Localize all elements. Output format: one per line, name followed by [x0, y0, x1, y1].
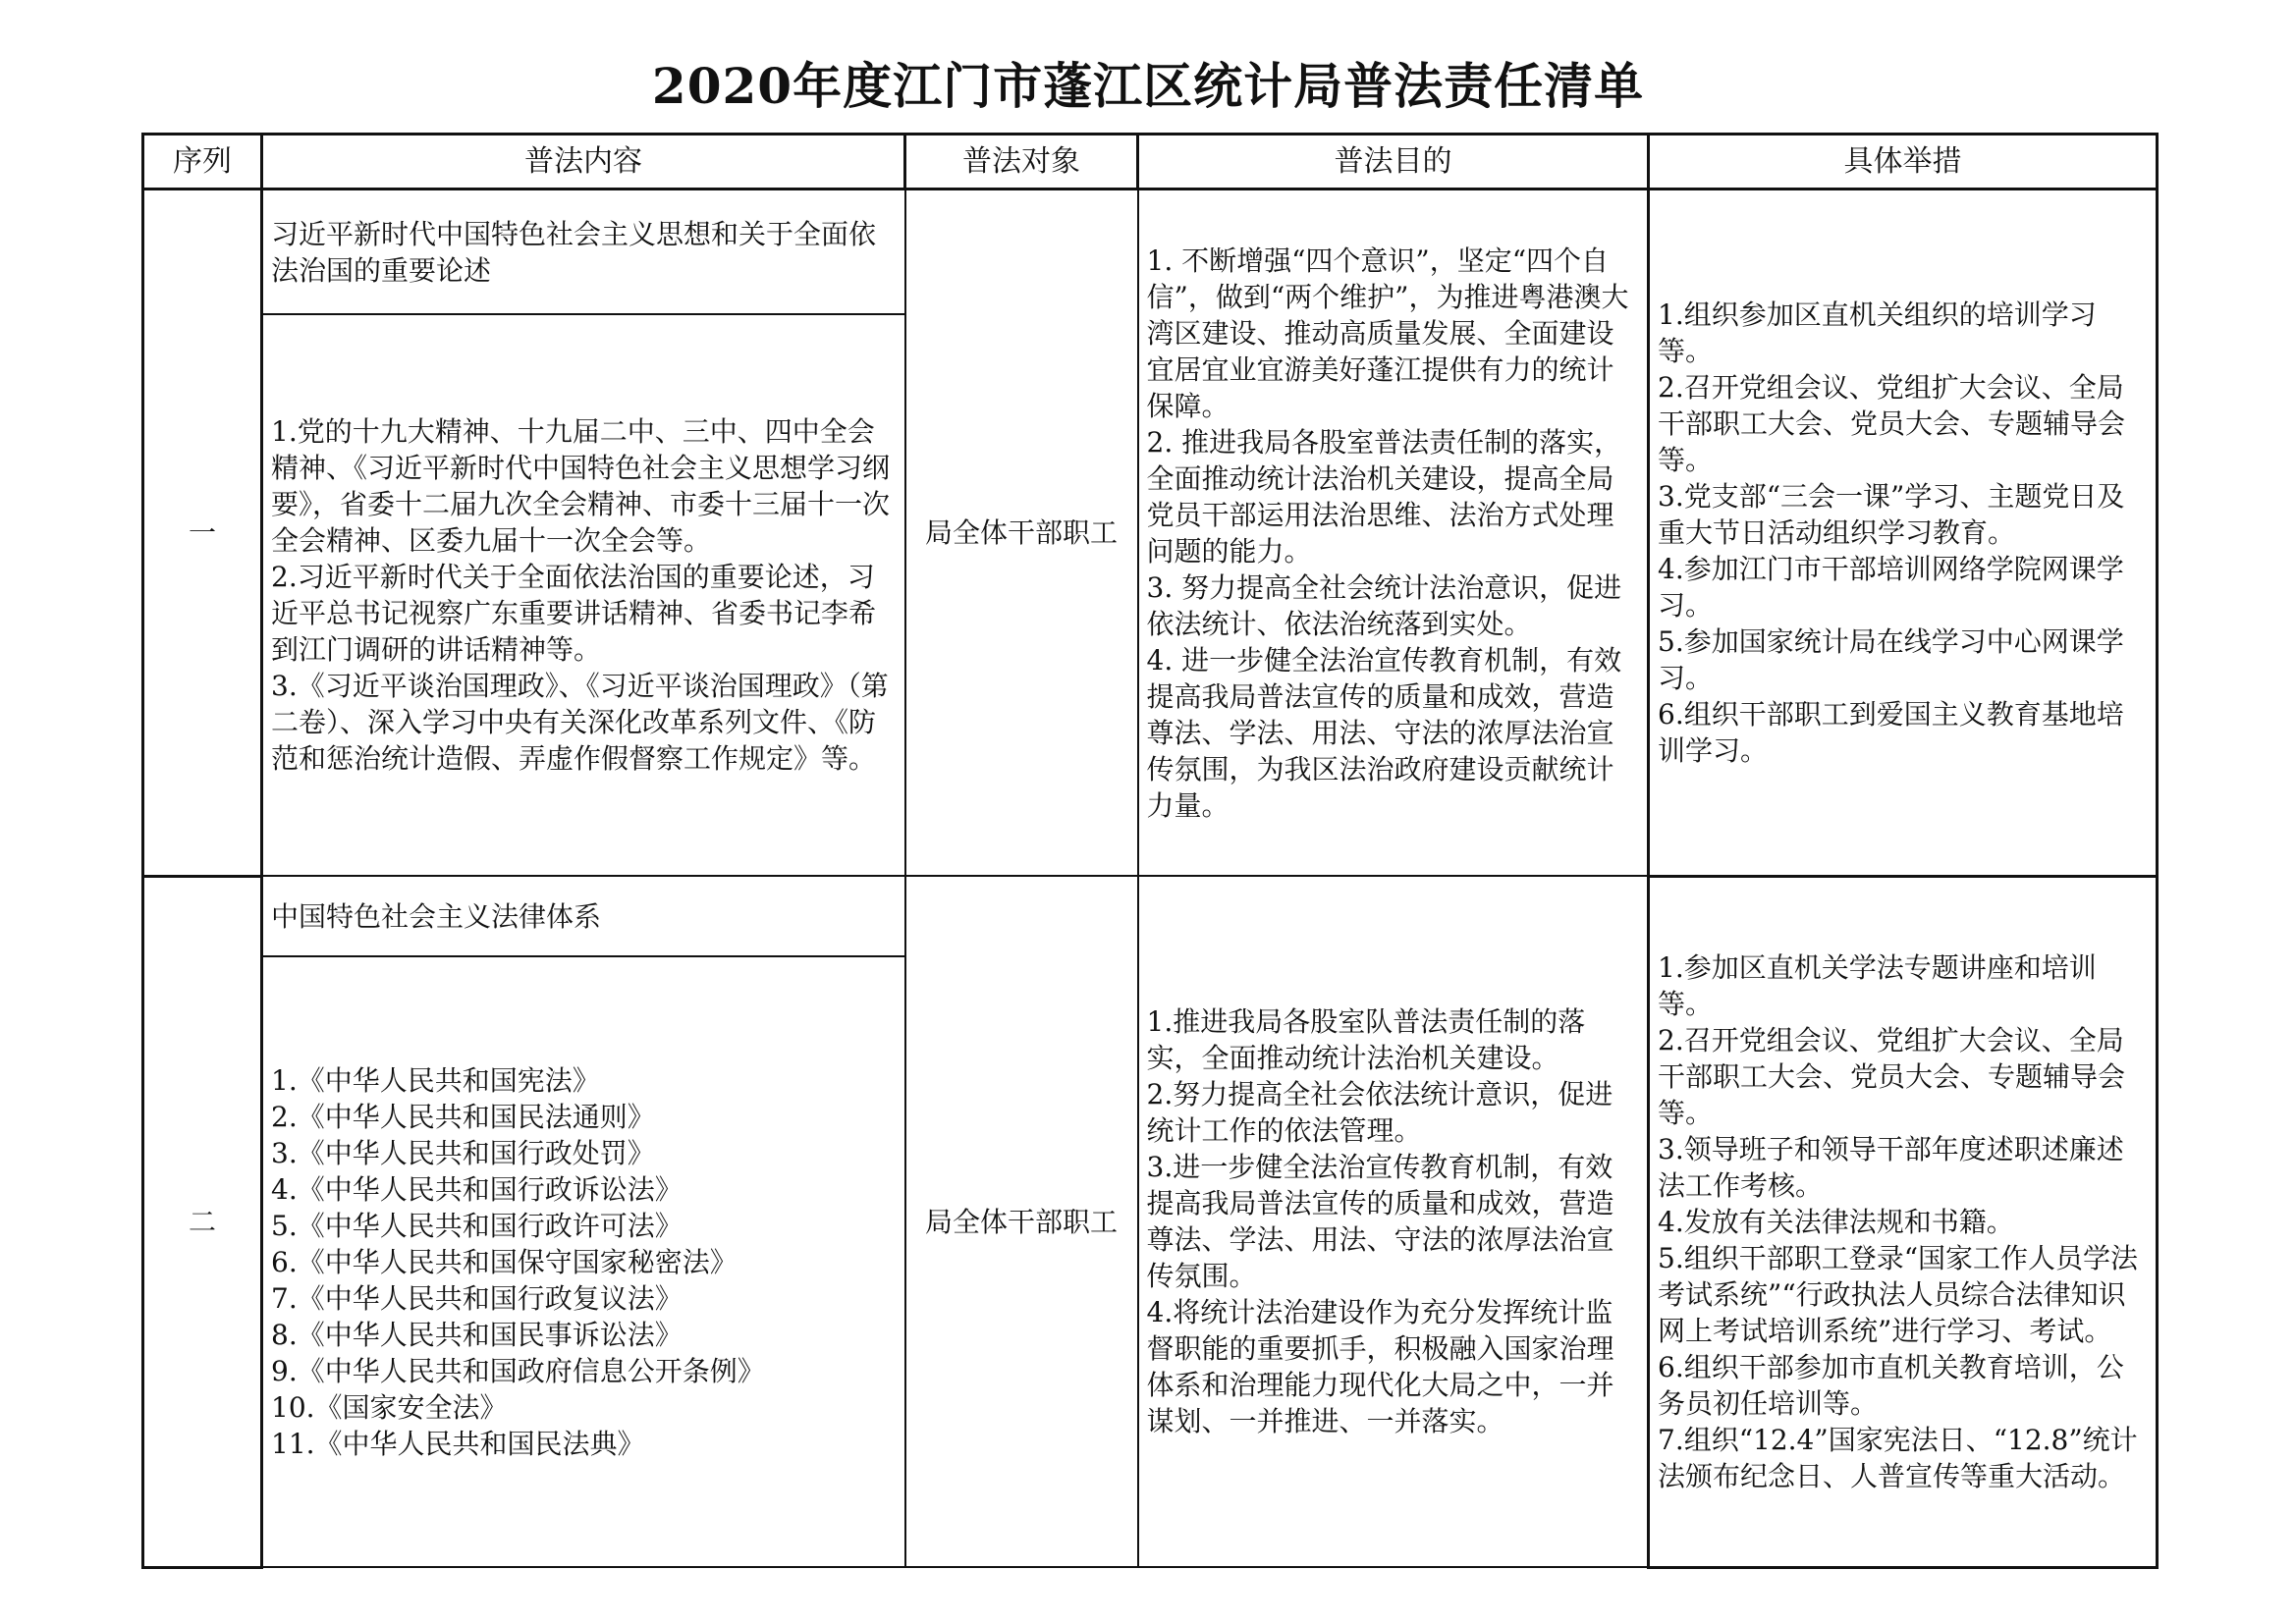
- measure-item: 5.参加国家统计局在线学习中心网课学习。: [1658, 624, 2124, 694]
- content-item: 10.《国家安全法》: [271, 1390, 508, 1424]
- row-1-content-items: [262, 314, 905, 876]
- purpose-item: 4.将统计法治建设作为充分发挥统计监督职能的重要抓手，积极融入国家治理体系和治理能力现代化大局之中，一并谋划、一并推进、一并落实。: [1146, 1296, 1614, 1437]
- measure-item: 5.组织干部职工登录“国家工作人员学法考试系统”“行政执法人员综合法律知识网上考试培训系统”进行学习、考试。: [1658, 1241, 2139, 1347]
- row-2-measures: [1649, 876, 2158, 1567]
- row-1-content-heading: 习近平新时代中国特色社会主义思想和关于全面依法治国的重要论述: [262, 189, 905, 315]
- row-1-target: 局全体干部职工: [905, 189, 1138, 877]
- purpose-item: 3. 努力提高全社会统计法治意识，促进依法统计、依法治统落到实处。: [1146, 570, 1622, 640]
- header-purpose: 普法目的: [1138, 135, 1649, 189]
- purpose-item: 1. 不断增强“四个意识”，坚定“四个自信”，做到“两个维护”，为推进粤港澳大湾区建设、推动高质量发展、全面建设宜居宜业宜游美好蓬江提供有力的统计保障。: [1146, 244, 1629, 422]
- content-item: 3.《习近平谈治国理政》、《习近平谈治国理政》（第二卷）、深入学习中央有关深化改革系列文件、《防范和惩治统计造假、弄虚作假督察工作规定》等。: [271, 670, 889, 775]
- content-item: 7.《中华人民共和国行政复议法》: [271, 1281, 683, 1315]
- page-title: 2020年度江门市蓬江区统计局普法责任清单: [651, 57, 1645, 115]
- header-seq: 序列: [143, 135, 262, 189]
- row-1-purpose: [1138, 189, 1649, 877]
- header-target: 普法对象: [905, 135, 1138, 189]
- header-content: 普法内容: [262, 135, 905, 189]
- purpose-item: 2. 推进我局各股室普法责任制的落实，全面推动统计法治机关建设，提高全局党员干部运用法治思维、法治方式处理问题的能力。: [1146, 425, 1622, 568]
- measure-item: 6.组织干部参加市直机关教育培训，公务员初任培训等。: [1658, 1350, 2124, 1420]
- purpose-item: 3.进一步健全法治宣传教育机制，有效提高我局普法宣传的质量和成效，营造尊法、学法、用法、守法的浓厚法治宣传氛围。: [1146, 1151, 1614, 1292]
- content-item: 1.党的十九大精神、十九届二中、三中、四中全会精神、《习近平新时代中国特色社会主义思想学习纲要》，省委十二届九次全会精神、市委十三届十一次全会精神、区委九届十一次全会等。: [271, 415, 891, 557]
- content-item: 2.《中华人民共和国民法通则》: [271, 1100, 655, 1133]
- content-item: 8.《中华人民共和国民事诉讼法》: [271, 1318, 683, 1351]
- header-row: [143, 135, 2158, 189]
- purpose-item: 1.推进我局各股室队普法责任制的落实，全面推动统计法治机关建设。: [1146, 1005, 1586, 1074]
- content-item: 5.《中华人民共和国行政许可法》: [271, 1209, 683, 1242]
- content-item: 4.《中华人民共和国行政诉讼法》: [271, 1172, 683, 1206]
- measure-item: 6.组织干部职工到爱国主义教育基地培训学习。: [1658, 697, 2124, 767]
- measure-item: 3.领导班子和领导干部年度述职述廉述法工作考核。: [1658, 1132, 2124, 1202]
- measure-item: 2.召开党组会议、党组扩大会议、全局干部职工大会、党员大会、专题辅导会等。: [1658, 1023, 2126, 1129]
- purpose-item: 2.努力提高全社会依法统计意识，促进统计工作的依法管理。: [1146, 1078, 1613, 1147]
- row-2-target: 局全体干部职工: [905, 876, 1138, 1567]
- table-row: [143, 876, 2158, 956]
- content-item: 1.《中华人民共和国宪法》: [271, 1063, 600, 1097]
- measure-item: 1.参加区直机关学法专题讲座和培训等。: [1658, 950, 2097, 1020]
- measure-item: 4.参加江门市干部培训网络学院网课学习。: [1658, 552, 2124, 622]
- measure-item: 3.党支部“三会一课”学习、主题党日及重大节日活动组织学习教育。: [1658, 479, 2125, 549]
- measure-item: 7.组织“12.4”国家宪法日、“12.8”统计法颁布纪念日、人普宣传等重大活动。: [1658, 1423, 2138, 1492]
- responsibility-table: [141, 133, 2159, 1569]
- row-1-measures: [1649, 189, 2158, 877]
- content-item: 11.《中华人民共和国民法典》: [271, 1427, 645, 1460]
- content-item: 6.《中华人民共和国保守国家秘密法》: [271, 1245, 738, 1278]
- content-item: 3.《中华人民共和国行政处罚》: [271, 1136, 655, 1169]
- measure-item: 4.发放有关法律法规和书籍。: [1658, 1205, 2014, 1238]
- content-item: 9.《中华人民共和国政府信息公开条例》: [271, 1354, 765, 1387]
- measure-item: 2.召开党组会议、党组扩大会议、全局干部职工大会、党员大会、专题辅导会等。: [1658, 370, 2126, 476]
- row-2-seq: 二: [143, 876, 262, 1567]
- row-2-content-items: [262, 956, 905, 1567]
- row-2-purpose: [1138, 876, 1649, 1567]
- row-2-content-heading: 中国特色社会主义法律体系: [262, 876, 905, 956]
- row-1-seq: 一: [143, 189, 262, 877]
- header-measures: 具体举措: [1649, 135, 2158, 189]
- purpose-item: 4. 进一步健全法治宣传教育机制，有效提高我局普法宣传的质量和成效，营造尊法、学法、用法、守法的浓厚法治宣传氛围，为我区法治政府建设贡献统计力量。: [1146, 643, 1622, 822]
- content-item: 2.习近平新时代关于全面依法治国的重要论述，习近平总书记视察广东重要讲话精神、省委书记李希到江门调研的讲话精神等。: [271, 561, 877, 666]
- measure-item: 1.组织参加区直机关组织的培训学习等。: [1658, 298, 2097, 367]
- table-row: [143, 189, 2158, 315]
